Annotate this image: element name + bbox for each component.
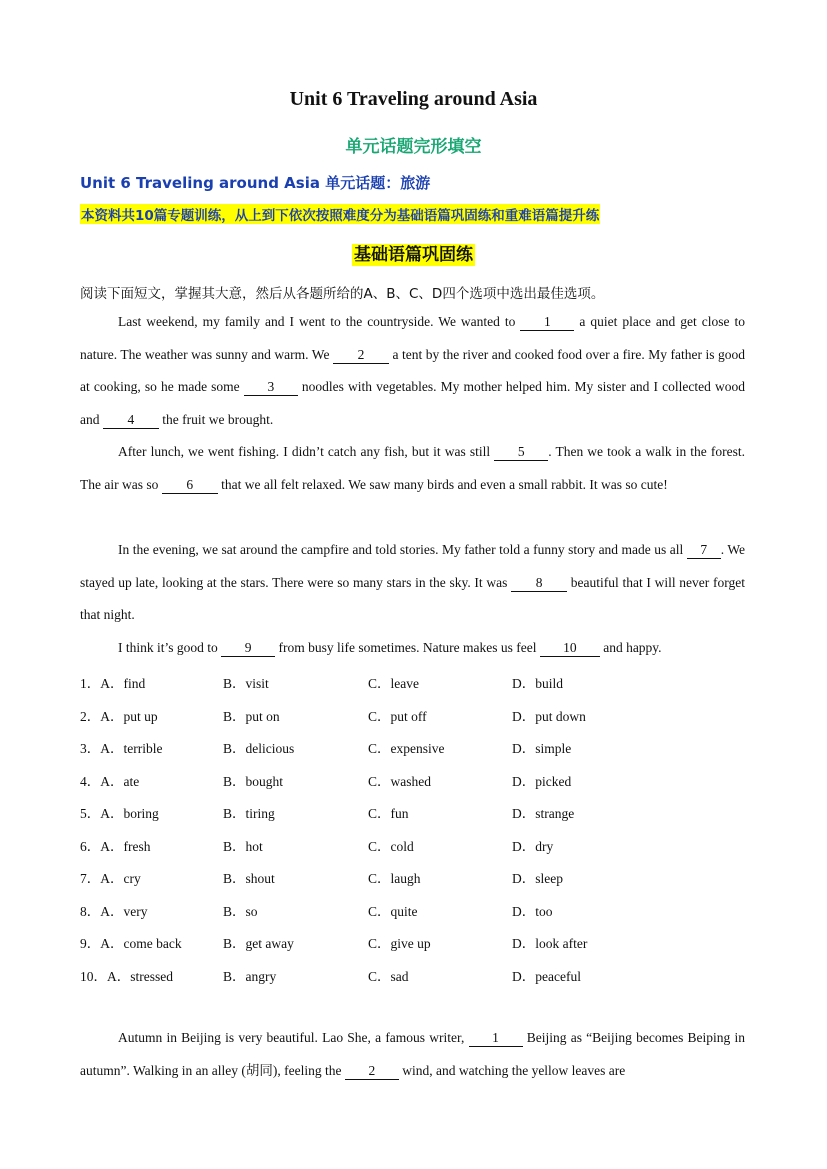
- passage-text: from busy life sometimes. Nature makes us feel: [275, 640, 540, 655]
- passage-text: the fruit we brought.: [158, 411, 274, 427]
- passage-text: wind, and watching the yellow leaves are: [398, 1062, 626, 1078]
- question-row: [80, 697, 745, 730]
- unit-topic: Unit 6 Traveling around Asia 单元话题：旅游: [80, 174, 431, 192]
- question-row: [80, 729, 745, 762]
- resource-notice: 本资料共10篇专题训练，从上到下依次按照难度分为基础语篇巩固练和重难语篇提升练: [80, 204, 600, 224]
- option-c: C．quite: [368, 903, 418, 919]
- blank: 4: [103, 412, 159, 429]
- option-b: B．delicious: [223, 741, 295, 756]
- blank: 2: [345, 1063, 399, 1080]
- option-b: B．hot: [223, 838, 263, 854]
- option-b: B．get away: [223, 936, 294, 951]
- option-a: 6．A．fresh: [80, 838, 151, 854]
- section-heading-text: 基础语篇巩固练: [354, 245, 473, 265]
- passage-text: . Then we took a walk in the forest. The air was so: [80, 444, 745, 492]
- blank: 7: [687, 542, 721, 559]
- passage-text: After lunch, we went fishing. I didn’t catch any fish, but it was still: [118, 444, 495, 459]
- option-b: B．bought: [223, 773, 284, 789]
- question-row: [80, 664, 745, 697]
- option-c: C．cold: [368, 838, 414, 854]
- option-c: C．put off: [368, 708, 427, 724]
- passage2-paragraph: [80, 1022, 745, 1087]
- passage-text: beautiful that I will never forget that night.: [80, 574, 745, 623]
- passage-text: Last weekend, my family and I went to the countryside. We wanted to: [118, 314, 521, 329]
- option-d: D．look after: [512, 936, 588, 951]
- option-a: 5．A．boring: [80, 806, 159, 821]
- passage-text: that we all felt relaxed. We saw many birds and even a small rabbit. It was so cute!: [217, 476, 668, 492]
- blank: 1: [469, 1030, 523, 1047]
- passage-text: Beijing as “Beijing becomes Beiping in autumn”. Walking in an alley (胡同), feeling the: [80, 1030, 746, 1078]
- option-a: 7．A．cry: [80, 871, 141, 886]
- answer-options: [80, 664, 745, 989]
- passage1-paragraph: [80, 632, 745, 665]
- option-a: 4．A．ate: [80, 773, 140, 789]
- passage-text: In the evening, we sat around the campfire and told stories. My father told a funny story and made us all: [118, 542, 687, 557]
- passage-text: a quiet place and get close to nature. The weather was sunny and warm. We: [80, 314, 746, 362]
- option-d: D．too: [512, 903, 553, 919]
- option-c: C．leave: [368, 676, 419, 691]
- question-row: [80, 957, 745, 990]
- option-d: D．picked: [512, 773, 572, 789]
- option-c: C．sad: [368, 968, 409, 984]
- option-a: 8．A．very: [80, 903, 148, 919]
- option-b: B．tiring: [223, 806, 275, 821]
- option-c: C．expensive: [368, 741, 445, 756]
- option-d: D．dry: [512, 838, 554, 854]
- option-d: D．peaceful: [512, 968, 581, 984]
- question-row: [80, 762, 745, 795]
- passage1-paragraph: [80, 436, 745, 501]
- option-b: B．so: [223, 903, 258, 919]
- option-b: B．shout: [223, 871, 275, 886]
- passage-text: noodles with vegetables. My mother helped him. My sister and I collected wood and: [80, 379, 746, 427]
- document-subtitle: 单元话题完形填空: [345, 137, 482, 157]
- passage-text: . We stayed up late, looking at the stars. There were so many stars in the sky. It was: [80, 542, 745, 590]
- blank: 1: [520, 314, 574, 331]
- blank: 5: [494, 444, 548, 461]
- option-b: B．angry: [223, 968, 277, 984]
- passage-text: Autumn in Beijing is very beautiful. Lao She, a famous writer,: [118, 1030, 469, 1045]
- document-title: Unit 6 Traveling around Asia: [289, 88, 538, 110]
- option-c: C．give up: [368, 936, 431, 951]
- blank: 8: [511, 575, 567, 592]
- passage-text: I think it’s good to: [118, 640, 222, 655]
- option-d: D．sleep: [512, 871, 563, 886]
- option-d: D．put down: [512, 708, 586, 724]
- option-b: B．put on: [223, 708, 280, 724]
- passage-text: a tent by the river and cooked food over a fire. My father is good at cooking, so he made some: [80, 346, 745, 395]
- section-heading: [0, 240, 827, 265]
- blank: 3: [244, 379, 298, 396]
- blank: 9: [221, 640, 275, 657]
- question-row: [80, 859, 745, 892]
- option-d: D．build: [512, 676, 564, 691]
- option-c: C．fun: [368, 806, 409, 821]
- option-d: D．simple: [512, 741, 572, 756]
- passage1-paragraph: [80, 306, 745, 436]
- question-row: [80, 794, 745, 827]
- option-a: 3．A．terrible: [80, 741, 163, 756]
- passage1-paragraph: [80, 534, 745, 632]
- question-row: [80, 827, 745, 860]
- option-b: B．visit: [223, 676, 269, 691]
- option-a: 1．A．find: [80, 676, 146, 691]
- question-row: [80, 892, 745, 925]
- option-a: 9．A．come back: [80, 936, 182, 951]
- option-c: C．washed: [368, 773, 431, 789]
- blank: 2: [333, 347, 389, 364]
- blank: 6: [162, 477, 218, 494]
- option-a: 10．A．stressed: [80, 968, 173, 984]
- option-a: 2．A．put up: [80, 708, 158, 724]
- option-d: D．strange: [512, 806, 575, 821]
- blank: 10: [540, 640, 600, 657]
- passage-text: and happy.: [599, 640, 662, 655]
- instruction: 阅读下面短文，掌握其大意，然后从各题所给的A、B、C、D四个选项中选出最佳选项。: [80, 286, 605, 302]
- option-c: C．laugh: [368, 871, 421, 886]
- question-row: [80, 924, 745, 957]
